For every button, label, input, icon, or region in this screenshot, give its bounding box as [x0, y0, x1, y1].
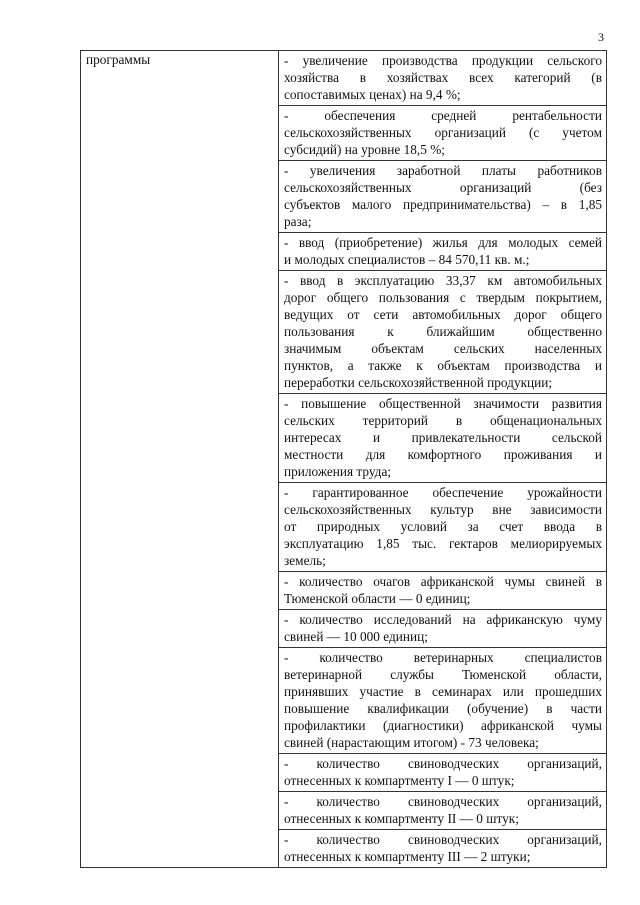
- indicator-line: - обеспечения средней рентабельности: [284, 108, 602, 123]
- table-row: [81, 51, 607, 868]
- indicator-line: раза;: [284, 214, 312, 229]
- indicator-line: значимым объектам сельских населенных: [284, 341, 602, 356]
- indicator-line: - количество свиноводческих организаций,: [284, 794, 602, 809]
- indicator-line: сельскохозяйственных организаций (без: [284, 180, 602, 195]
- page-number: 3: [598, 30, 604, 44]
- indicator-line: Тюменской области — 0 единиц;: [284, 591, 471, 606]
- indicator-line: отнесенных к компартменту I — 0 штук;: [284, 773, 515, 788]
- indicator-line: - ввод (приобретение) жилья для молодых семей: [284, 235, 602, 250]
- row-label: программы: [86, 52, 151, 67]
- indicator-line: свиней — 10 000 единиц;: [284, 629, 428, 644]
- indicator-item: [279, 754, 606, 792]
- indicator-item: [279, 106, 606, 161]
- indicator-line: профилактики (диагностики) африканской чумы: [284, 718, 602, 733]
- indicator-line: сельскохозяйственных культур вне зависимости: [284, 502, 602, 517]
- indicator-item: [279, 830, 606, 867]
- indicator-line: пунктов, а также к объектам производства и: [284, 358, 602, 373]
- indicator-line: свиней (нарастающим итогом) - 73 человека;: [284, 735, 539, 750]
- indicator-line: принявших участие в семинарах или прошедших: [284, 684, 602, 699]
- indicator-line: сельскохозяйственных организаций (с учетом: [284, 125, 602, 140]
- indicator-item: [279, 271, 606, 394]
- indicator-item: [279, 610, 606, 648]
- indicator-item: [279, 648, 606, 754]
- indicator-item: [279, 161, 606, 233]
- indicator-line: переработки сельскохозяйственной продукции;: [284, 375, 553, 390]
- program-table: [80, 50, 607, 868]
- indicator-line: сельских территорий в общенациональных: [284, 413, 602, 428]
- indicator-line: - увеличения заработной платы работников: [284, 163, 602, 178]
- indicator-line: приложения труда;: [284, 464, 392, 479]
- indicator-line: повышение квалификации (обучение) в части: [284, 701, 602, 716]
- indicator-line: от природных условий за счет ввода в: [284, 519, 602, 534]
- indicator-item: [279, 572, 606, 610]
- indicators-list: [279, 51, 606, 867]
- indicator-line: - гарантированное обеспечение урожайности: [284, 485, 602, 500]
- indicator-line: ведущих от сети автомобильных дорог общего: [284, 307, 602, 322]
- indicator-line: и молодых специалистов – 84 570,11 кв. м.;: [284, 252, 530, 267]
- indicator-line: субъектов малого предпринимательства) – в 1,85: [284, 197, 602, 212]
- row-label-cell: [81, 51, 279, 868]
- indicator-line: - увеличение производства продукции сельского: [284, 53, 602, 68]
- indicator-line: дорог общего пользования с твердым покрытием,: [284, 290, 602, 305]
- indicator-line: ветеринарной службы Тюменской области,: [284, 667, 602, 682]
- indicators-cell: [279, 51, 607, 868]
- indicator-line: - повышение общественной значимости развития: [284, 396, 602, 411]
- indicator-item: [279, 233, 606, 271]
- indicator-line: - количество ветеринарных специалистов: [284, 650, 602, 665]
- indicator-line: пользования к ближайшим общественно: [284, 324, 602, 339]
- indicator-item: [279, 394, 606, 483]
- indicator-line: - количество свиноводческих организаций,: [284, 832, 602, 847]
- indicator-line: отнесенных к компартменту II — 0 штук;: [284, 811, 519, 826]
- indicator-item: [279, 483, 606, 572]
- indicator-line: субсидий) на уровне 18,5 %;: [284, 142, 446, 157]
- indicator-line: местности для комфортного проживания и: [284, 447, 602, 462]
- indicator-line: - количество очагов африканской чумы свиней в: [284, 574, 602, 589]
- indicator-line: - количество свиноводческих организаций,: [284, 756, 602, 771]
- indicator-item: [279, 51, 606, 106]
- indicator-line: интересах и привлекательности сельской: [284, 430, 602, 445]
- indicator-line: сопоставимых ценах) на 9,4 %;: [284, 87, 461, 102]
- indicator-line: отнесенных к компартменту III — 2 штуки;: [284, 849, 531, 864]
- indicator-line: хозяйства в хозяйствах всех категорий (в: [284, 70, 602, 85]
- indicator-line: - ввод в эксплуатацию 33,37 км автомобильных: [284, 273, 602, 288]
- indicator-line: земель;: [284, 553, 326, 568]
- indicator-line: эксплуатацию 1,85 тыс. гектаров мелиорируемых: [284, 536, 602, 551]
- indicator-line: - количество исследований на африканскую чуму: [284, 612, 602, 627]
- indicator-item: [279, 792, 606, 830]
